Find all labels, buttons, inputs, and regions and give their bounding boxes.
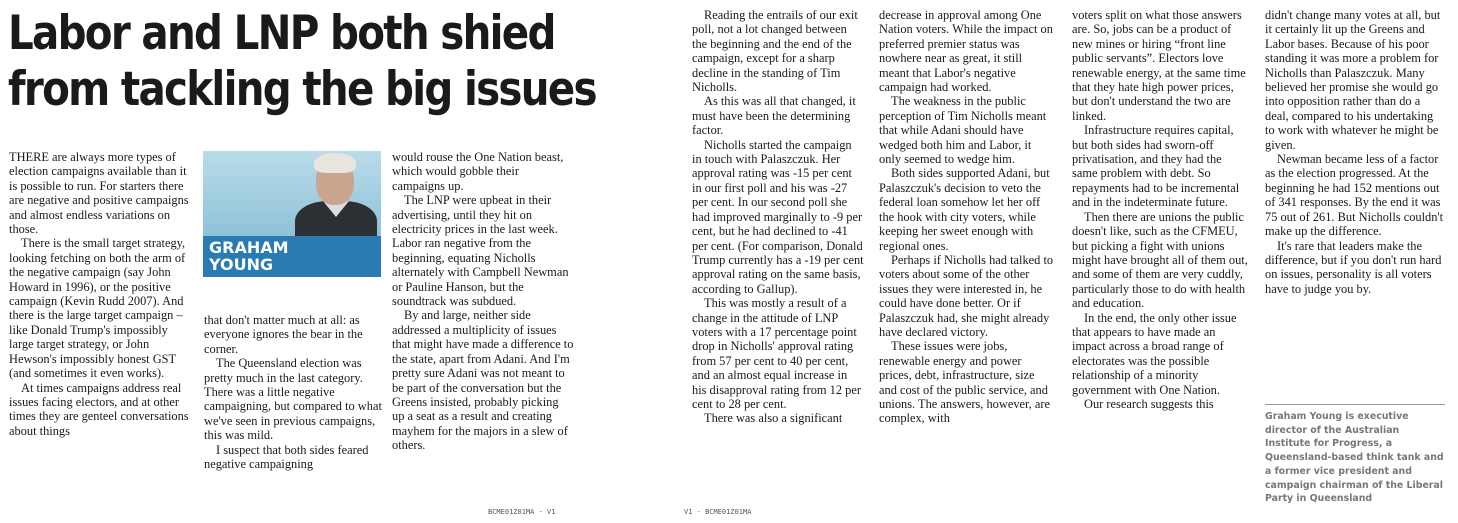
headline-line-2: from tackling the big issues <box>8 62 596 117</box>
paragraph: These issues were jobs, renewable energy and power prices, debt, infrastructure, size and cost of the public service, and unions. The answers, however, are complex, with <box>879 339 1050 426</box>
headline <box>8 6 596 118</box>
paragraph: voters split on what those answers are. So, jobs can be a product of new mines or hiring “front line public servants”. Electors love renewable energy, at the same time that they hate high power prices, but don't understand the two are linked. <box>1072 8 1246 123</box>
article-column-4 <box>692 8 864 426</box>
paragraph: Infrastructure requires capital, but both sides had sworn-off privatisation, and they had the same problem with debt. So repayments had to be incremental and in the indeterminate future. <box>1072 123 1240 210</box>
headline-line-1: Labor and LNP both shied <box>8 6 555 61</box>
author-last-name: YOUNG <box>209 255 274 274</box>
article-column-6 <box>1072 8 1250 411</box>
paragraph: By and large, neither side addressed a multiplicity of issues that might have made a difference to the state, apart from Adani. And I'm pretty sure Adani was not meant to be part of the conversation but the Greens insisted, probably picking up a seat as a result and creating mayhem for the majors in a slew of others. <box>392 308 574 453</box>
paragraph: In the end, the only other issue that appears to have made an impact across a broad range of electorates was the possible relationship of a minority government with One Nation. <box>1072 310 1237 397</box>
paragraph: Newman became less of a factor as the election progressed. At the beginning he had 152 mentions out of 341 responses. By the end it was 75 out of 261. But Nicholls couldn't make up the difference. <box>1265 152 1444 239</box>
paragraph: that don't matter much at all: as everyone ignores the bear in the corner. <box>204 313 363 356</box>
paragraph: This was mostly a result of a change in the attitude of LNP voters with a 17 percentage point drop in Nicholls' approval rating from 57 per cent to 40 per cent, and an almost equal increase in his disapproval rating from 12 per cent to 28 per cent. <box>692 296 861 411</box>
folio-left: BCME01Z01MA - V1 <box>488 508 556 516</box>
paragraph: would rouse the One Nation beast, which would gobble their campaigns up. <box>392 150 564 193</box>
paragraph: The LNP were upbeat in their advertising, until they hit on electricity prices in the last week. Labor ran negative from the beginning, equating Nicholls alternately with Campbell Newman or Pauline Hanson, but the soundtrack was subdued. <box>392 193 569 309</box>
author-byline <box>203 151 381 277</box>
paragraph: Both sides supported Adani, but Palaszczuk's decision to veto the federal loan somehow let her off the hook with city voters, while keeping her sweet enough with regional ones. <box>879 166 1050 253</box>
article-column-1 <box>9 150 189 438</box>
article-column-2 <box>204 313 382 471</box>
article-column-5 <box>879 8 1055 426</box>
paragraph: Reading the entrails of our exit poll, not a lot changed between the beginning and the end of the campaign, except for a sharp decline in the standing of Tim Nicholls. <box>692 8 858 95</box>
paragraph: Perhaps if Nicholls had talked to voters about some of the other issues they were interested in, he could have done better. Or if Palaszczuk had, she might already have declared victory. <box>879 252 1054 339</box>
paragraph: didn't change many votes at all, but it certainly lit up the Greens and Labor bases. Because of his poor standing it was more a problem for Nicholls than Palaszczuk. Many believed her promise she would go into opposition rather than do a deal, compared to his undertaking to work with whatever he might be given. <box>1265 8 1441 152</box>
article-column-3 <box>392 150 574 453</box>
paragraph: There was also a significant <box>704 411 843 426</box>
paragraph: Nicholls started the campaign in touch with Palaszczuk. Her approval rating was -15 per cent in our first poll and his was -27 per cent. In our second poll she had improved marginally to -9 per cent, but he had declined to -41 per cent. (For comparison, Donald Trump currently has a -19 per cent approval rating on the same basis, according to Gallup). <box>692 137 864 296</box>
article-column-7 <box>1265 8 1445 296</box>
author-bio: Graham Young is executive director of the Australian Institute for Progress, a Queensland-based think tank and a former vice president and campaign chairman of the Liberal Party in Queensland <box>1265 404 1445 506</box>
paragraph: As this was all that changed, it must have been the determining factor. <box>692 94 856 138</box>
author-photo <box>203 151 381 236</box>
paragraph: THERE are always more types of election campaigns available than it is possible to run. For starters there are negative and positive campaigns and almost endless variations on those. <box>9 150 189 237</box>
paragraph: The weakness in the public perception of Tim Nicholls meant that while Adani should have wedged both him and Labor, it only seemed to wedge him. <box>879 94 1047 167</box>
paragraph: It's rare that leaders make the difference, but if you don't run hard on issues, personality is all voters have to judge you by. <box>1265 238 1442 296</box>
paragraph: decrease in approval among One Nation voters. While the impact on preferred premier status was nowhere near as great, it still meant that Labor's negative campaign had worked. <box>879 8 1053 95</box>
paragraph: Our research suggests this <box>1084 396 1214 411</box>
paragraph: There is the small target strategy, looking fetching on both the arm of the negative campaign (say John Howard in 1996), or the positive campaign (Kevin Rudd 2007). And there is the large target campaign – like Donald Trump's impossibly large target strategy, or John Hewson's impossibly honest GST (and sometimes it even works). <box>9 236 186 381</box>
paragraph: I suspect that both sides feared negative campaigning <box>204 442 369 472</box>
paragraph: The Queensland election was pretty much in the last category. There was a little negative campaigning, but compared to what we've seen in previous campaigns, this was mild. <box>204 356 382 443</box>
paragraph: At times campaigns address real issues facing electors, and at other times they are genteel conversations about things <box>9 380 189 438</box>
author-first-name: GRAHAM <box>209 238 289 257</box>
author-name <box>203 236 381 277</box>
folio-right: V1 - BCME01Z01MA <box>684 508 752 516</box>
paragraph: Then there are unions the public doesn't like, such as the CFMEU, but picking a fight with unions might have brought all of them out, and some of them are very cuddly, particularly those to do with health and education. <box>1072 209 1248 311</box>
